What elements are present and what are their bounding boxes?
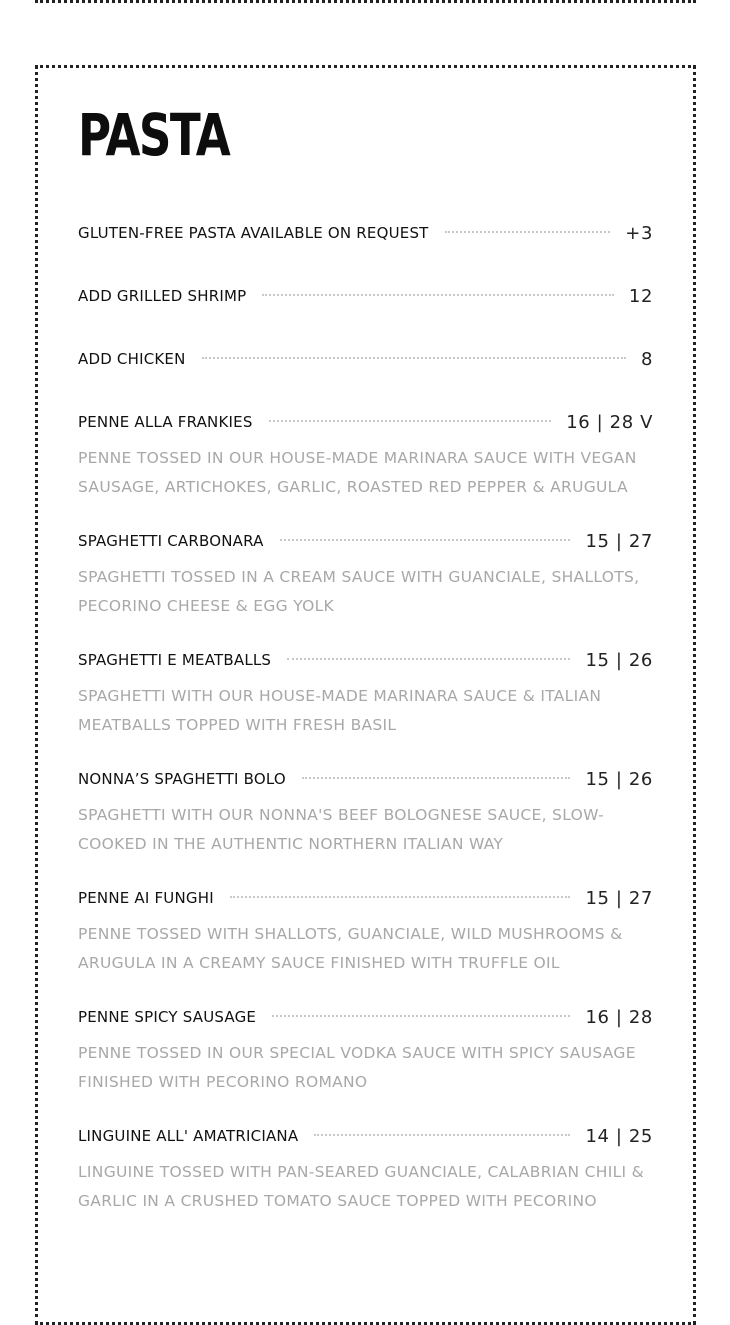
menu-item xyxy=(78,526,653,621)
menu-item-price: 12 xyxy=(628,285,653,307)
menu-item-name: PENNE ALLA FRANKIES xyxy=(78,413,253,431)
section-title: PASTA xyxy=(78,101,230,169)
menu-item-price: 15 | 27 xyxy=(585,887,653,909)
menu-item-row xyxy=(78,764,653,794)
menu-item-row xyxy=(78,344,653,374)
menu-item xyxy=(78,1002,653,1097)
menu-item xyxy=(78,1121,653,1216)
menu-item-name: ADD GRILLED SHRIMP xyxy=(78,287,247,305)
menu-item-description: SPAGHETTI TOSSED IN A CREAM SAUCE WITH GUANCIALE, SHALLOTS, PECORINO CHEESE & EGG YOLK xyxy=(78,568,640,615)
previous-card-border xyxy=(35,0,696,3)
menu-item-price: 16 | 28 xyxy=(585,1006,653,1028)
dotted-leader xyxy=(262,294,614,296)
dotted-leader xyxy=(202,357,626,359)
menu-item xyxy=(78,645,653,740)
dotted-leader xyxy=(230,896,571,898)
menu-item-description: PENNE TOSSED WITH SHALLOTS, GUANCIALE, WILD MUSHROOMS & ARUGULA IN A CREAMY SAUCE FINISHED WITH TRUFFLE OIL xyxy=(78,925,623,972)
menu-item-name: PENNE SPICY SAUSAGE xyxy=(78,1008,257,1026)
menu-item-row xyxy=(78,645,653,675)
menu-item-price: +3 xyxy=(625,222,653,244)
dotted-leader xyxy=(302,777,571,779)
menu-item-row xyxy=(78,1121,653,1151)
menu-item-price: 15 | 26 xyxy=(585,768,653,790)
menu-item-name: LINGUINE ALL' AMATRICIANA xyxy=(78,1127,299,1145)
menu-item-description: SPAGHETTI WITH OUR NONNA'S BEEF BOLOGNESE SAUCE, SLOW-COOKED IN THE AUTHENTIC NORTHERN ITALIAN WAY xyxy=(78,806,604,853)
menu-item-name: SPAGHETTI E MEATBALLS xyxy=(78,651,272,669)
menu-item-name: PENNE AI FUNGHI xyxy=(78,889,214,907)
menu-item xyxy=(78,407,653,502)
menu-item-list xyxy=(78,218,653,1240)
menu-item-row xyxy=(78,1002,653,1032)
menu-item-price: 8 xyxy=(640,348,653,370)
dotted-leader xyxy=(269,420,552,422)
menu-item-name: GLUTEN-FREE PASTA AVAILABLE ON REQUEST xyxy=(78,224,429,242)
menu-item xyxy=(78,764,653,859)
menu-item-row xyxy=(78,407,653,437)
menu-item-name: SPAGHETTI CARBONARA xyxy=(78,532,264,550)
dotted-leader xyxy=(445,231,611,233)
menu-item-row xyxy=(78,218,653,248)
menu-item-description: SPAGHETTI WITH OUR HOUSE-MADE MARINARA SAUCE & ITALIAN MEATBALLS TOPPED WITH FRESH BASIL xyxy=(78,687,602,734)
menu-item-row xyxy=(78,883,653,913)
menu-item-description: PENNE TOSSED IN OUR HOUSE-MADE MARINARA SAUCE WITH VEGAN SAUSAGE, ARTICHOKES, GARLIC, ROASTED RED PEPPER & ARUGULA xyxy=(78,449,637,496)
menu-item xyxy=(78,281,653,311)
menu-item-description: LINGUINE TOSSED WITH PAN-SEARED GUANCIALE, CALABRIAN CHILI & GARLIC IN A CRUSHED TOMATO SAUCE TOPPED WITH PECORINO xyxy=(78,1163,645,1210)
menu-item xyxy=(78,883,653,978)
menu-item-row xyxy=(78,281,653,311)
dotted-leader xyxy=(280,539,571,541)
menu-item xyxy=(78,344,653,374)
menu-item-price: 15 | 26 xyxy=(585,649,653,671)
menu-item-price: 14 | 25 xyxy=(585,1125,653,1147)
menu-item-name: ADD CHICKEN xyxy=(78,350,186,368)
dotted-leader xyxy=(272,1015,570,1017)
menu-item-price: 15 | 27 xyxy=(585,530,653,552)
menu-item-price: 16 | 28 V xyxy=(566,411,653,433)
dotted-leader xyxy=(314,1134,570,1136)
menu-item-description: PENNE TOSSED IN OUR SPECIAL VODKA SAUCE WITH SPICY SAUSAGE FINISHED WITH PECORINO ROMANO xyxy=(78,1044,636,1091)
dotted-leader xyxy=(287,658,570,660)
pasta-menu-card xyxy=(35,65,696,1325)
menu-item-row xyxy=(78,526,653,556)
menu-item-name: NONNA’S SPAGHETTI BOLO xyxy=(78,770,286,788)
menu-item xyxy=(78,218,653,248)
